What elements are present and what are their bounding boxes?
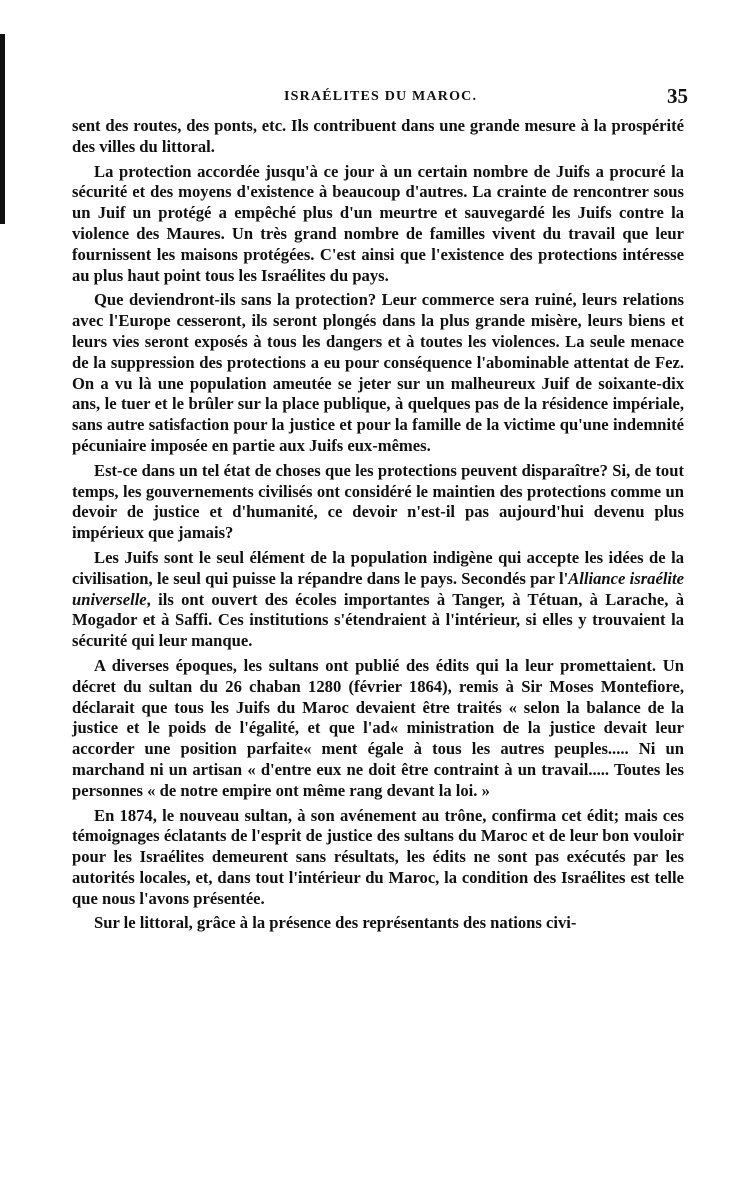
page-edge-mark [0,34,5,224]
paragraph-text: , ils ont ouvert des écoles importantes à Tanger, à Tétuan, à Larache, à Mogador et à Saffi. Ces institutions s'étendraient à l'intérieur, si elles y trouvaient la sécurité qui leur manque. [72,589,684,651]
running-head [72,84,688,111]
paragraph-text: Les Juifs sont le seul élément de la population indigène qui accepte les idées de la civilisation, le seul qui puisse la répandre dans le pays. Secondés par l' [72,547,684,588]
running-title: ISRAÉLITES DU MAROC. [284,89,478,104]
paragraph: En 1874, le nouveau sultan, à son avénement au trône, confirma cet édit; mais ces témoignages éclatants de l'esprit de justice des sultans du Maroc et de leur bon vouloir pour les Israélites demeurent sans résultats, les édits ne sont pas exécutés par les autorités locales, et, dans tout l'intérieur du Maroc, la condition des Israélites est telle que nous l'avons présentée. [72,805,684,908]
paragraph: Que deviendront-ils sans la protection? Leur commerce sera ruiné, leurs relations avec l'Europe cesseront, ils seront plongés dans la plus grande misère, leurs biens et leurs vies seront exposés à tous les dangers et à toutes les violences. La seule menace de la suppression des protections a eu pour conséquence l'abominable attentat de Fez. On a vu là une population ameutée se jeter sur un malheureux Juif de soixante-dix ans, le tuer et le brûler sur la place publique, à quelques pas de la résidence impériale, sans autre satisfaction pour la justice et pour la famille de la victime qu'une indemnité pécuniaire imposée en partie aux Juifs eux-mêmes. [72,290,684,455]
paragraph: A diverses époques, les sultans ont publié des édits qui la leur promettaient. Un décret du sultan du 26 chaban 1280 (février 1864), remis à Sir Moses Montefiore, déclarait que tous les Juifs du Maroc devaient être traités « selon la balance de la justice et le poids de l'égalité, et que l'ad« ministration de la justice devait leur accorder une position parfaite« ment égale à tous les autres peuples..... Ni un marchand ni un artisan « d'entre eux ne doit être contraint à un travail..... Toutes les personnes « de notre empire ont même rang devant la loi. » [72,655,684,800]
paragraph: La protection accordée jusqu'à ce jour à un certain nombre de Juifs a procuré la sécurité et des moyens d'existence à beaucoup d'autres. La crainte de rencontrer sous un Juif un protégé a empêché plus d'un meurtre et sauvegardé les Juifs contre la violence des Maures. Un très grand nombre de familles vivent du travail que leur fournissent les maisons protégées. C'est ainsi que l'existence des protections intéresse au plus haut point tous les Israélites du pays. [72,161,684,285]
paragraph [72,548,684,652]
page-number: 35 [667,84,688,108]
italic-title: Alliance israélite universelle [72,568,685,609]
paragraph: Sur le littoral, grâce à la présence des représentants des nations civi- [94,913,577,933]
paragraph: Est-ce dans un tel état de choses que les protections peuvent disparaître? Si, de tout temps, les gouvernements civilisés ont considéré le maintien des protections comme un devoir de justice et d'humanité, ce devoir n'est-il pas aujourd'hui devenu plus impérieux que jamais? [72,460,684,543]
body-text [72,116,684,934]
paragraph: sent des routes, des ponts, etc. Ils contribuent dans une grande mesure à la prospérité des villes du littoral. [72,116,684,156]
